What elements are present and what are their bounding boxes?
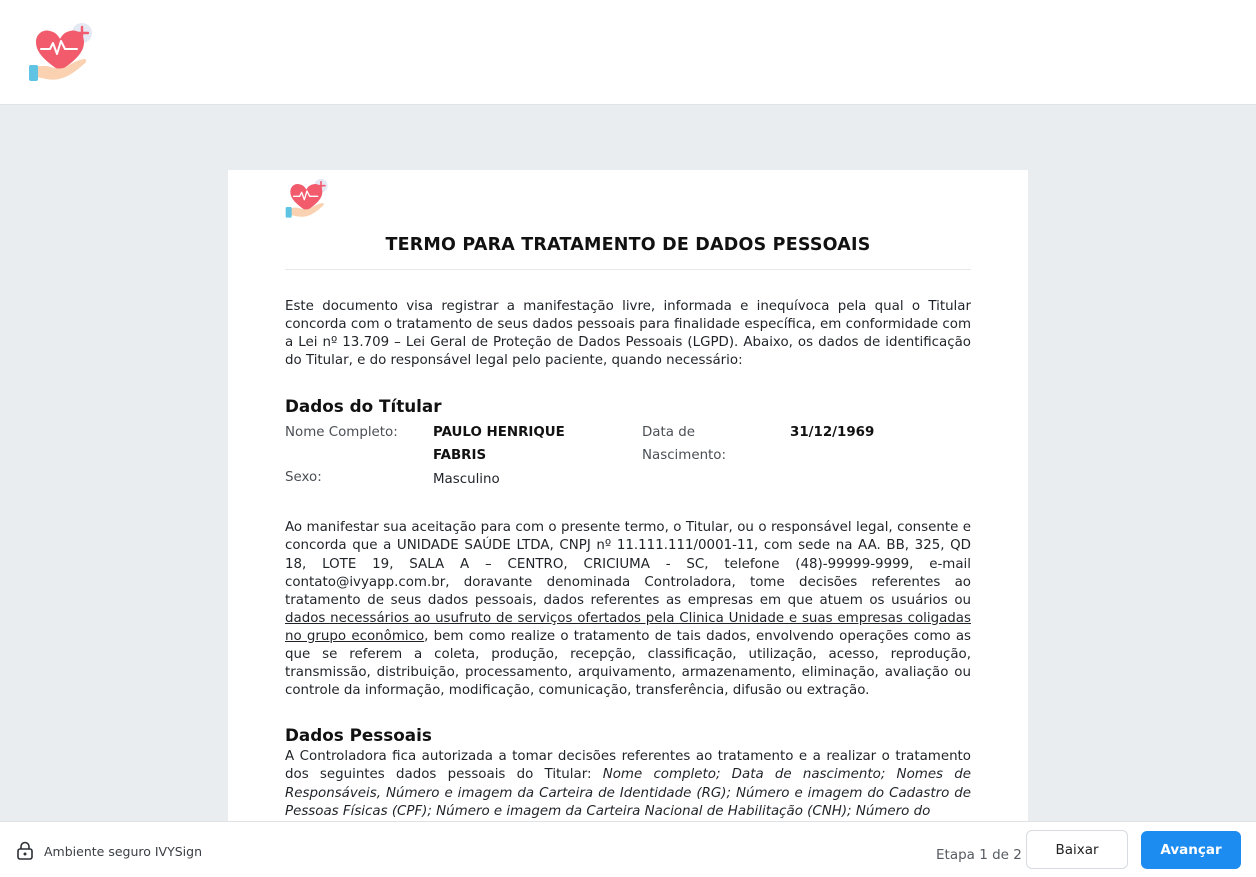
birth-date-value: 31/12/1969 <box>790 425 875 441</box>
holder-fields <box>285 421 971 513</box>
lock-icon <box>16 841 34 860</box>
consent-paragraph <box>285 519 971 700</box>
consent-text-end: , bem como realize o tratamento de tais dados, envolvendo operações como as que se referem a coleta, produção, recepção, classificação, utilização, acesso, reprodução, transmissão, distribuição, processamento, arquivamento, armazenamento, eliminação, avaliação ou controle da informação, modificação, comunicação, transferência, difusão ou extração. <box>285 628 972 699</box>
consent-text-start: Ao manifestar sua aceitação para com o presente termo, o Titular, ou o responsável legal, consente e concorda que a UNIDADE SAÚDE LTDA, CNPJ nº 11.111.111/0001-11, com sede na AA. BB, 325, QD 18, LOTE 19, SALA A – CENTRO, CRICIUMA - SC, telefone (48)-99999-9999, e-mail contato@ivyapp.com.br, doravante denominada Controladora, tome decisões referentes ao tratamento de seus dados pessoais, dados referentes as empresas em que atuem os usuários ou <box>285 520 971 608</box>
holder-section-heading: Dados do Títular <box>285 396 442 417</box>
full-name-value: PAULO HENRIQUE FABRIS <box>433 425 565 464</box>
personal-data-text: A Controladora fica autorizada a tomar decisões referentes ao tratamento e a realizar o tratamento dos seguintes dados pessoais do Titular: <box>285 749 971 783</box>
birth-date-label: Data de Nascimento: <box>642 425 727 464</box>
intro-paragraph: Este documento visa registrar a manifestação livre, informada e inequívoca pela qual o Titular concorda com o tratamento de seus dados pessoais para finalidade específica, em conformidade com a Lei nº 13.709 – Lei Geral de Proteção de Dados Pessoais (LGPD). Abaixo, os dados de identificação do Titular, e do responsável legal pelo paciente, quando necessário: <box>285 299 971 369</box>
full-name-label: Nome Completo: <box>285 425 398 441</box>
consent-underlined-text: dados necessários ao usufruto de serviços ofertados pela Clinica Unidade e suas empresas coligadas no grupo econômico <box>285 610 971 644</box>
heart-in-hand-icon <box>285 178 329 220</box>
title-divider <box>285 269 971 270</box>
next-button[interactable]: Avançar <box>1141 831 1241 869</box>
download-button[interactable]: Baixar <box>1026 830 1128 869</box>
step-indicator: Etapa 1 de 2 <box>936 847 1022 863</box>
top-header <box>0 0 1256 105</box>
personal-data-paragraph <box>285 748 971 820</box>
secure-environment-label: Ambiente seguro IVYSign <box>44 844 202 859</box>
document-page <box>228 170 1028 821</box>
personal-data-heading: Dados Pessoais <box>285 725 432 746</box>
personal-data-italic-list: Nome completo; Data de nascimento; Nomes de Responsáveis, Número e imagem da Carteira de Identidade (RG); Número e imagem do Cadastro de Pessoas Físicas (CPF); Número e imagem da Carteira Nacional de Habilitação (CNH); Número do <box>285 767 971 819</box>
footer-bar <box>0 821 1256 877</box>
sex-value: Masculino <box>433 472 500 488</box>
sex-label: Sexo: <box>285 470 322 486</box>
heart-in-hand-icon <box>28 22 94 84</box>
document-title: TERMO PARA TRATAMENTO DE DADOS PESSOAIS <box>385 235 871 255</box>
document-viewer[interactable] <box>0 106 1256 821</box>
